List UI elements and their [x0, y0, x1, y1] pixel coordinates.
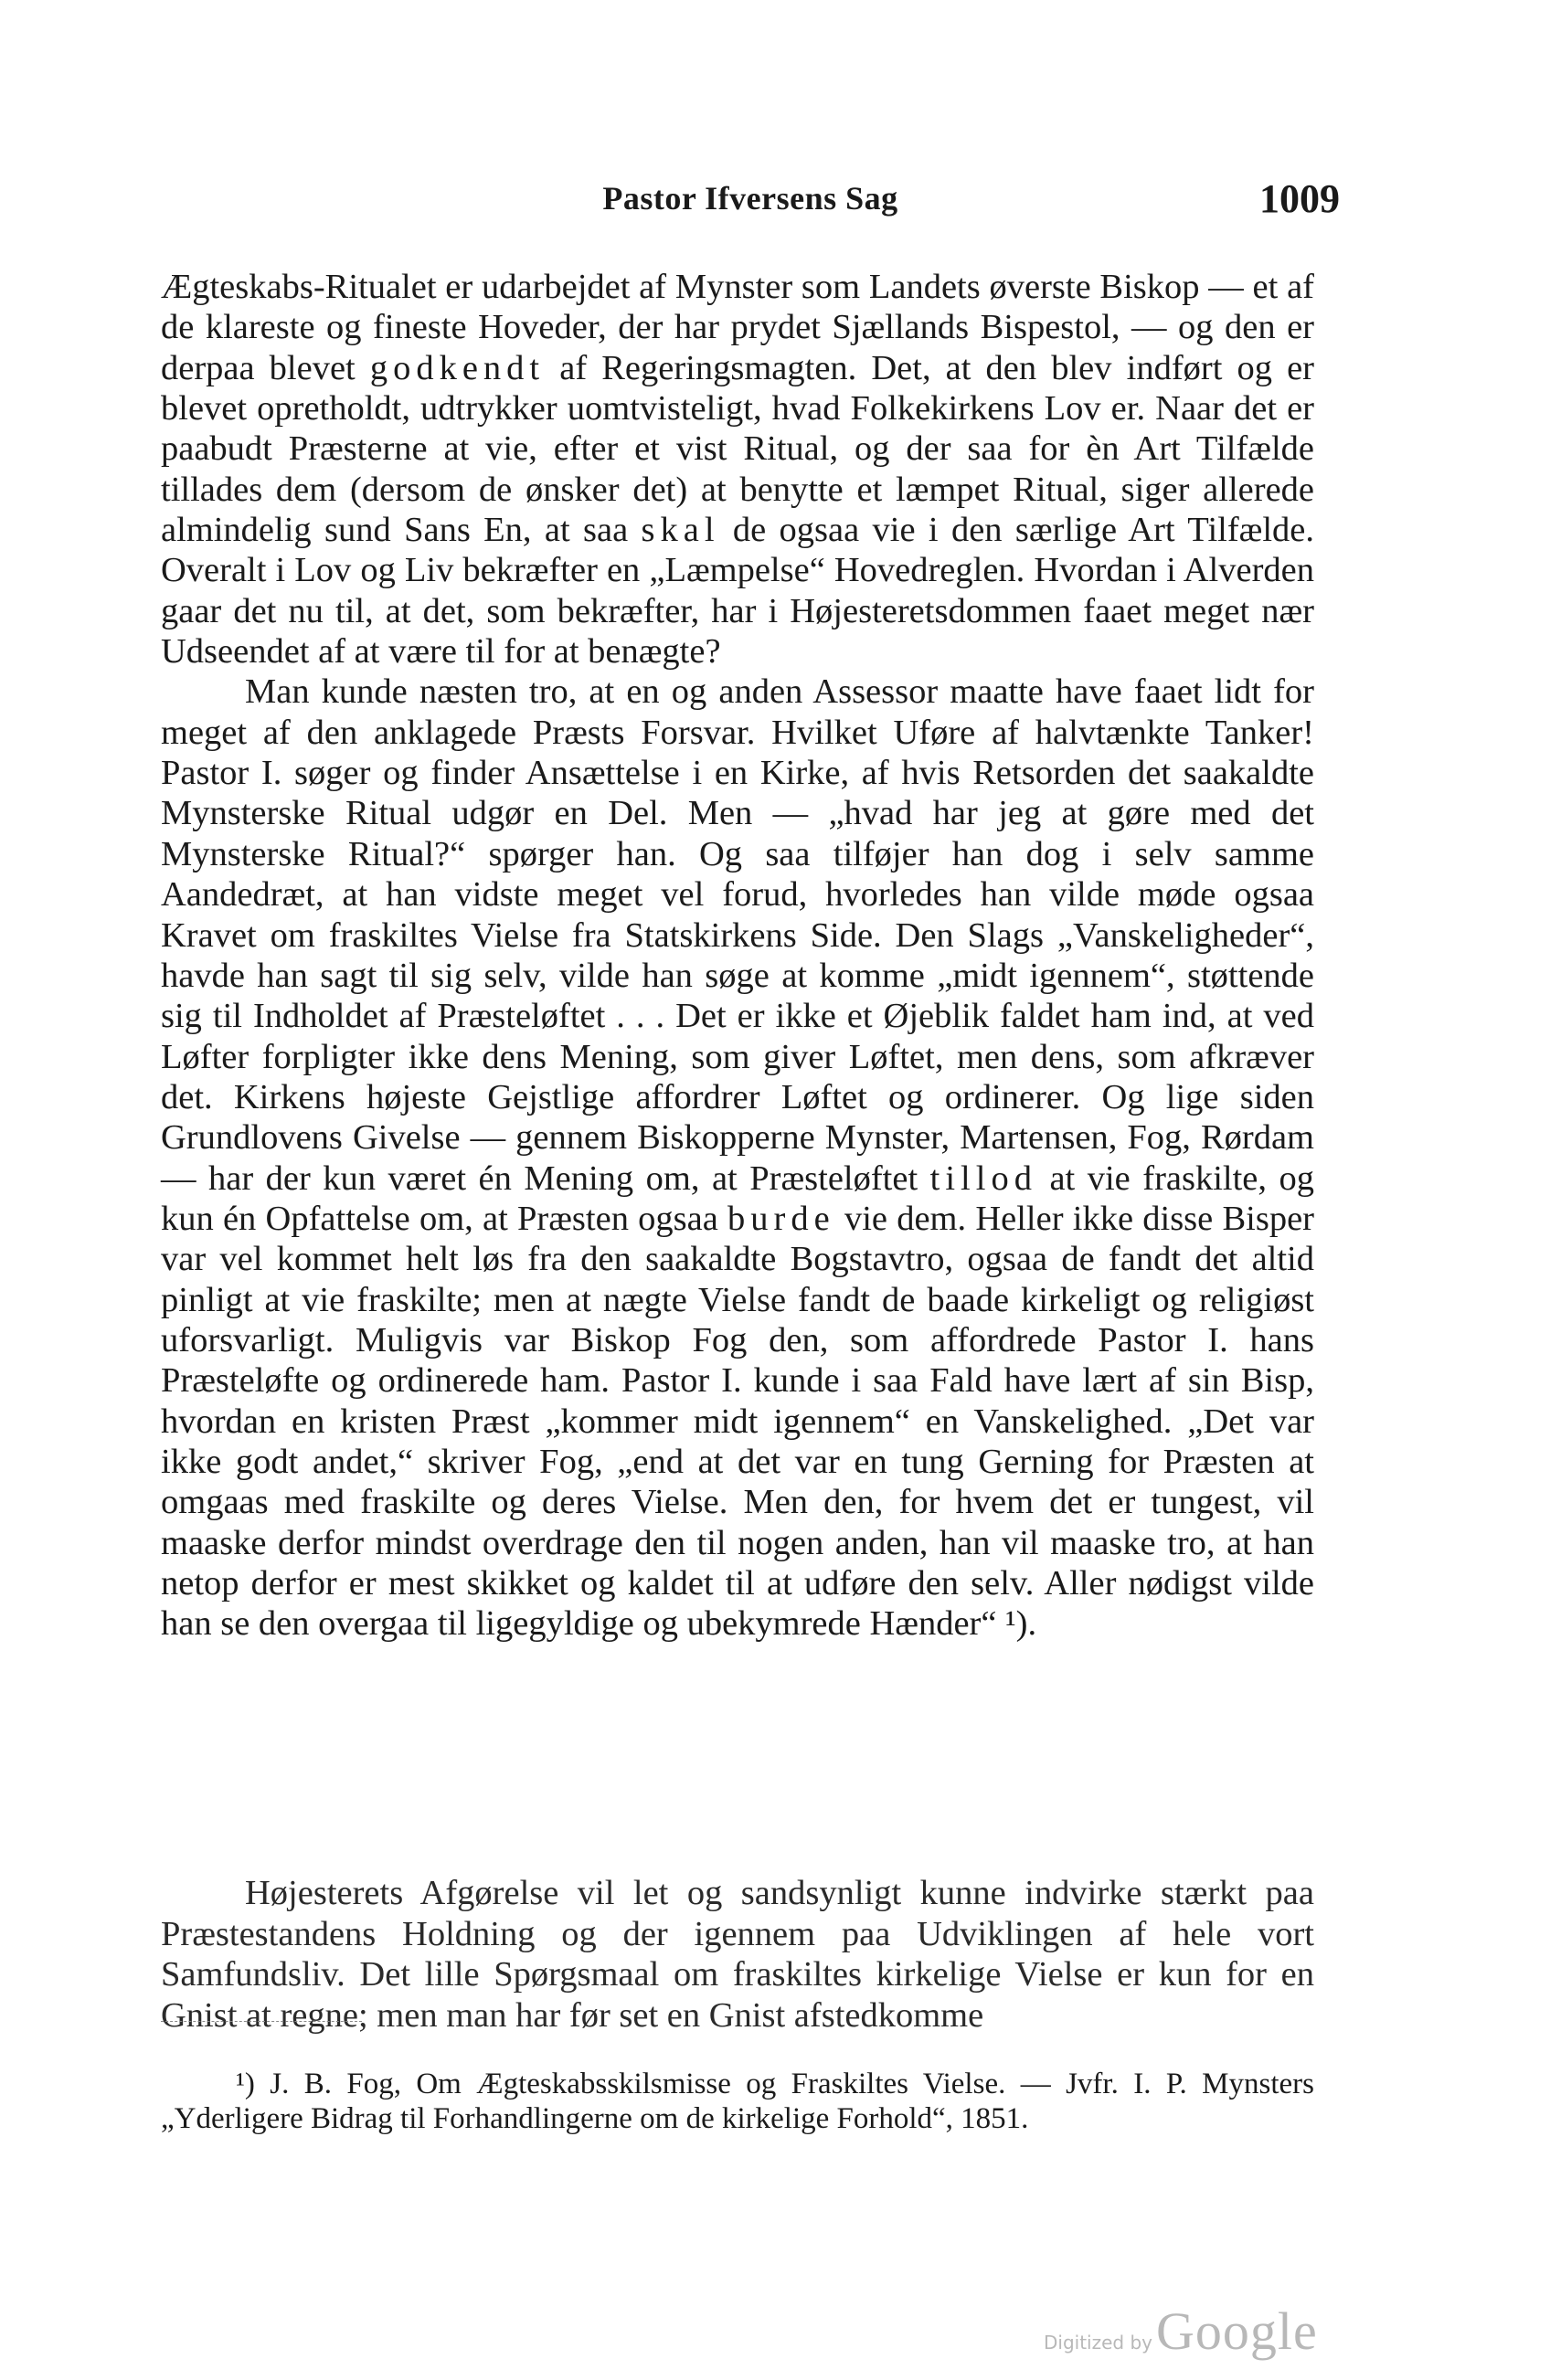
paragraph-2-part-a: Man kunde næsten tro, at en og anden Assessor maatte have faaet lidt for meget af den anklagede Præsts Forsvar. Hvilket Uføre af halvtænkte Tanker! Pastor I. søger og finder Ansættelse i en Kirke, af hvis Retsorden det saakaldte Mynsterske Ritual udgør en Del. Men — „hvad har jeg at gøre med det Mynsterske Ritual?“ spørger han. Og saa tilføjer han dog i selv samme Aandedræt, at han vidste meget vel forud, hvorledes han vilde møde ogsaa Kravet om fraskiltes Vielse fra Statskirkens Side. Den Slags „Vanskeligheder“, havde han sagt til sig selv, vilde han søge at komme „midt igennem“, støttende sig til Indholdet af Præsteløftet . . . Det er ikke et Øjeblik faldet ham ind, at ved Løfter forpligter ikke dens Mening, som giver Løftet, men dens, som afkræver det. Kirkens højeste Gejstlige affordrer Løftet og ordinerer. Og lige siden Grundlovens Givelse — gennem Biskopperne Mynster, Martensen, Fog, Rørdam — har der kun været én Mening om, at Præsteløftet	[161, 672, 1314, 1198]
footnote-reference[interactable]: ¹)	[1005, 1604, 1028, 1644]
running-title: Pastor Ifversens Sag	[602, 180, 898, 217]
digitized-watermark	[1044, 2301, 1354, 2361]
footnote-marker: ¹)	[236, 2068, 255, 2100]
page-number: 1009	[1259, 176, 1340, 221]
paragraph-1-part-b: af Regeringsmagten. Det, at den blev indført og er blevet opretholdt, udtrykker uomtvisteligt, hvad Folkekirkens Lov er. Naar det er paabudt Præsterne at vie, efter et vist Ritual, og der saa for èn Art Tilfælde tillades dem (dersom de ønsker det) at benytte et læmpet Ritual, siger allerede almindelig sund Sans En, at saa	[161, 348, 1314, 550]
section-2-text	[161, 1873, 1314, 2036]
paragraph-1	[161, 267, 1314, 672]
paragraph-2	[161, 672, 1314, 1644]
footnote-text: J. B. Fog, Om Ægteskabsskilsmisse og Fraskiltes Vielse. — Jvfr. I. P. Mynsters „Yderligere Bidrag til Forhandlingerne om de kirkelige Forhold“, 1851.	[161, 2068, 1314, 2135]
paragraph-2-end: .	[1027, 1604, 1037, 1644]
main-text	[161, 267, 1314, 1645]
footnote	[161, 2067, 1314, 2136]
watermark-digitized-label: Digitized by	[1044, 2332, 1152, 2354]
paragraph-2-part-b: at vie fraskilte, og kun én Opfattelse om, at Præsten ogsaa	[161, 1158, 1314, 1238]
section-2-paragraph: Højesterets Afgørelse vil let og sandsynligt kunne indvirke stærkt paa Præstestandens Holdning og der igennem paa Udviklingen af hele vort Samfundsliv. Det lille Spørgsmaal om fraskiltes kirkelige Vielse er kun for en Gnist at regne; men man har før set en Gnist afstedkomme	[161, 1874, 1314, 2035]
emphasis-burde: burde	[727, 1199, 835, 1238]
paragraph-2-part-c: vie dem. Heller ikke disse Bisper var vel kommet helt løs fra den saakaldte Bogstavtro, ogsaa de fandt det altid pinligt at vie fraskilte; men at nægte Vielse fandt de baade kirkeligt og religiøst uforsvarligt. Muligvis var Biskop Fog den, som affordrede Pastor I. hans Præsteløfte og ordinerede ham. Pastor I. kunde i saa Fald have lært af sin Bisp, hvordan en kristen Præst „kommer midt igennem“ en Vanskelighed. „Det var ikke godt andet,“ skriver Fog, „end at det var en tung Gerning for Præsten at omgaas med fraskilte og deres Vielse. Men den, for hvem det er tungest, vil maaske derfor mindst overdrage den til nogen anden, han vil maaske tro, at han netop derfor er mest skikket og kaldet til at udføre den selv. Aller nødigst vilde han se den overgaa til ligegyldige og ubekymrede Hænder“	[161, 1199, 1314, 1644]
emphasis-tillod: tillod	[929, 1158, 1037, 1198]
footnote-divider	[161, 2021, 362, 2022]
watermark-brand-logo: Google	[1156, 2301, 1318, 2361]
emphasis-godkendt: godkendt	[369, 348, 546, 387]
emphasis-skal: skal	[641, 511, 720, 550]
paragraph-1-part-a: Ægteskabs-Ritualet er udarbejdet af Mynster som Landets øverste Biskop — et af de klareste og fineste Hoveder, der har prydet Sjællands Bispestol, — og den er derpaa blevet	[161, 268, 1314, 387]
page-header	[161, 176, 1340, 225]
footnote-paragraph	[161, 2067, 1314, 2136]
paragraph-1-part-c: de ogsaa vie i den særlige Art Tilfælde. Overalt i Lov og Liv bekræfter en „Læmpelse“ Hovedreglen. Hvordan i Alverden gaar det nu til, at det, som bekræfter, har i Højesteretsdommen faaet meget nær Udseendet af at være til for at benægte?	[161, 511, 1314, 672]
